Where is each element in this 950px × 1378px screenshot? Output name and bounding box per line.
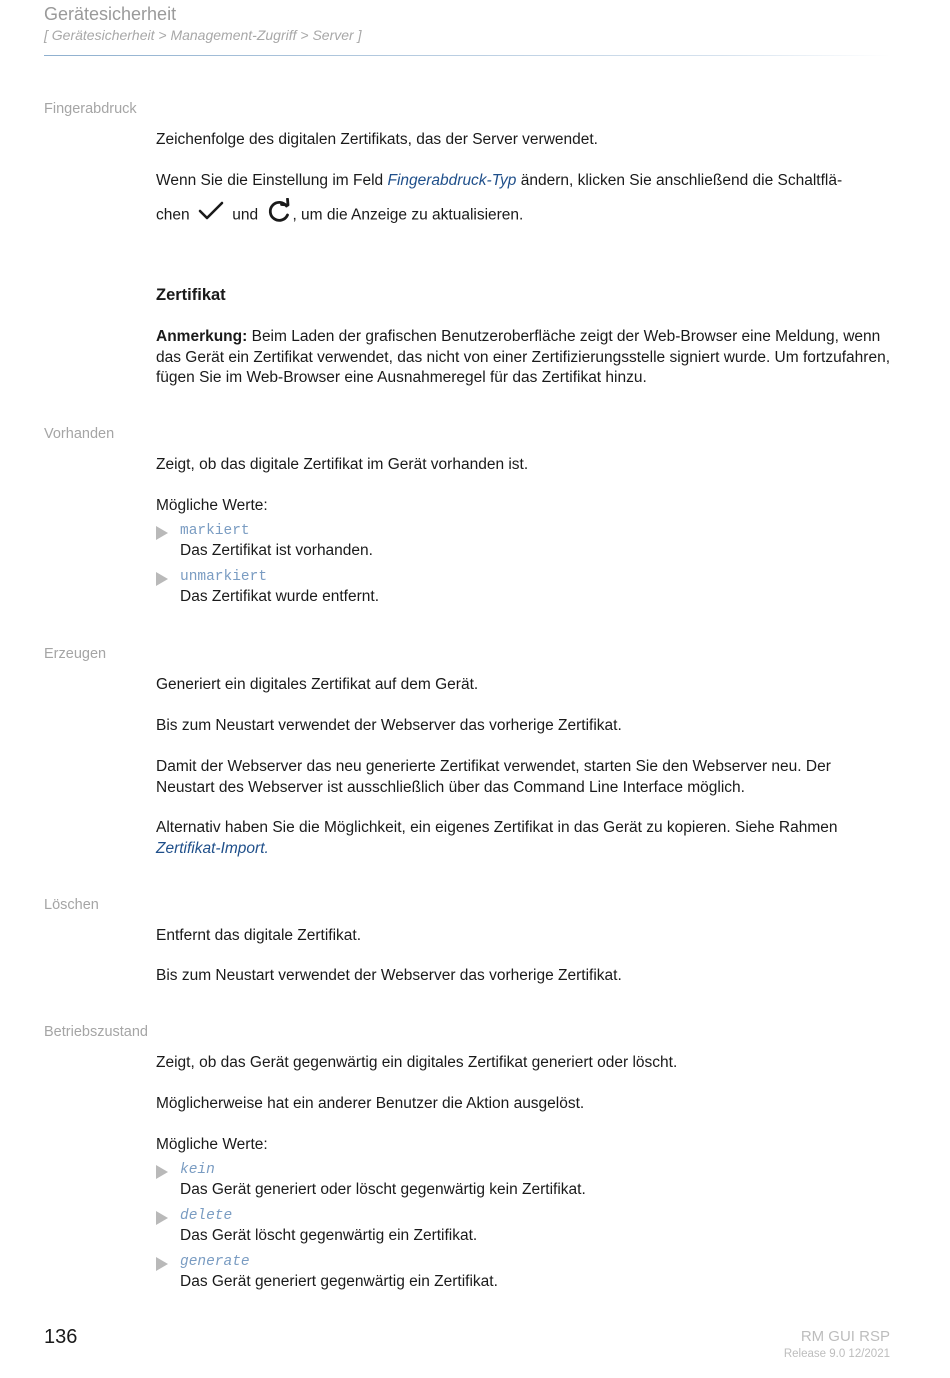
fingerprint-description: Zeichenfolge des digitalen Zertifikats, das der Server verwendet. [156,131,598,148]
value-code: markiert [180,523,250,539]
bullet-triangle-icon [156,1211,168,1225]
refresh-icon [266,198,292,233]
instruction-text-d: und [232,206,259,224]
present-values-label: Mögliche Werte: [156,497,268,514]
value-description: Das Gerät löscht gegenwärtig ein Zertifikat. [180,1227,478,1244]
term-delete: Löschen [44,897,99,913]
fingerprint-instruction-line2 [156,198,892,233]
create-p4-text: Alternativ haben Sie die Möglichkeit, ein eigenes Zertifikat in das Gerät zu kopieren. Siehe Rahmen [156,819,838,836]
create-p4-period: . [264,839,269,857]
header-title: Gerätesicherheit [44,4,177,24]
note-label: Anmerkung: [156,328,248,345]
fingerprint-instruction [156,171,892,191]
value-code: unmarkiert [180,569,268,585]
note-text: Beim Laden der grafischen Benutzeroberfläche zeigt der Web-Browser eine Meldung, wenn das Gerät ein Zertifikat verwendet, das nicht von einer Zertifizierungsstelle signiert wurde. Um fortzufahren, fügen Sie im Web-Browser eine Ausnahmeregel für das Zertifikat hinzu. [156,328,890,386]
create-p4 [156,818,892,859]
certificate-import-link[interactable]: Zertifikat-Import [156,839,265,857]
footer-release: Release 9.0 12/2021 [783,1348,890,1360]
breadcrumb: [ Gerätesicherheit > Management-Zugriff > Server ] [44,27,362,43]
header-divider [44,55,890,56]
present-description: Zeigt, ob das digitale Zertifikat im Gerät vorhanden ist. [156,456,529,473]
delete-p2: Bis zum Neustart verwendet der Webserver das vorherige Zertifikat. [156,967,622,984]
value-description: Das Zertifikat ist vorhanden. [180,542,373,559]
value-code: delete [180,1208,233,1224]
bullet-triangle-icon [156,1165,168,1179]
section-heading-certificate: Zertifikat [156,286,226,304]
term-fingerprint: Fingerabdruck [44,101,137,117]
value-code: generate [180,1254,250,1270]
bullet-triangle-icon [156,526,168,540]
value-description: Das Gerät generiert oder löscht gegenwärtig kein Zertifikat. [180,1181,586,1198]
delete-p1: Entfernt das digitale Zertifikat. [156,927,362,944]
bullet-triangle-icon [156,572,168,586]
footer-document-name: RM GUI RSP [800,1328,890,1345]
fingerprint-type-link[interactable]: Fingerabdruck-Typ [387,172,517,189]
value-description: Das Zertifikat wurde entfernt. [180,588,379,605]
value-description: Das Gerät generiert gegenwärtig ein Zertifikat. [180,1273,498,1290]
state-p2: Möglicherweise hat ein anderer Benutzer die Aktion ausgelöst. [156,1095,585,1112]
page-number: 136 [44,1326,78,1348]
instruction-text-a: Wenn Sie die Einstellung im Feld [156,172,388,189]
state-values-label: Mögliche Werte: [156,1136,268,1153]
state-p1: Zeigt, ob das Gerät gegenwärtig ein digitales Zertifikat generiert oder löscht. [156,1054,678,1071]
bullet-triangle-icon [156,1257,168,1271]
create-p3: Damit der Webserver das neu generierte Zertifikat verwendet, starten Sie den Webserver neu. Der Neustart des Webserver ist ausschließlich über das Command Line Interface möglich. [156,758,831,796]
instruction-text-e: , um die Anzeige zu aktualisieren. [292,206,524,224]
certificate-note [156,327,892,389]
value-code: kein [180,1162,215,1178]
create-p1: Generiert ein digitales Zertifikat auf dem Gerät. [156,676,479,693]
checkmark-icon [198,201,224,230]
instruction-text-c: chen [156,206,190,224]
term-state: Betriebszustand [44,1024,148,1040]
create-p2: Bis zum Neustart verwendet der Webserver das vorherige Zertifikat. [156,717,622,734]
instruction-text-b: ändern, klicken Sie anschließend die Schaltflä- [516,172,843,189]
term-create: Erzeugen [44,646,107,662]
term-present: Vorhanden [44,426,115,442]
